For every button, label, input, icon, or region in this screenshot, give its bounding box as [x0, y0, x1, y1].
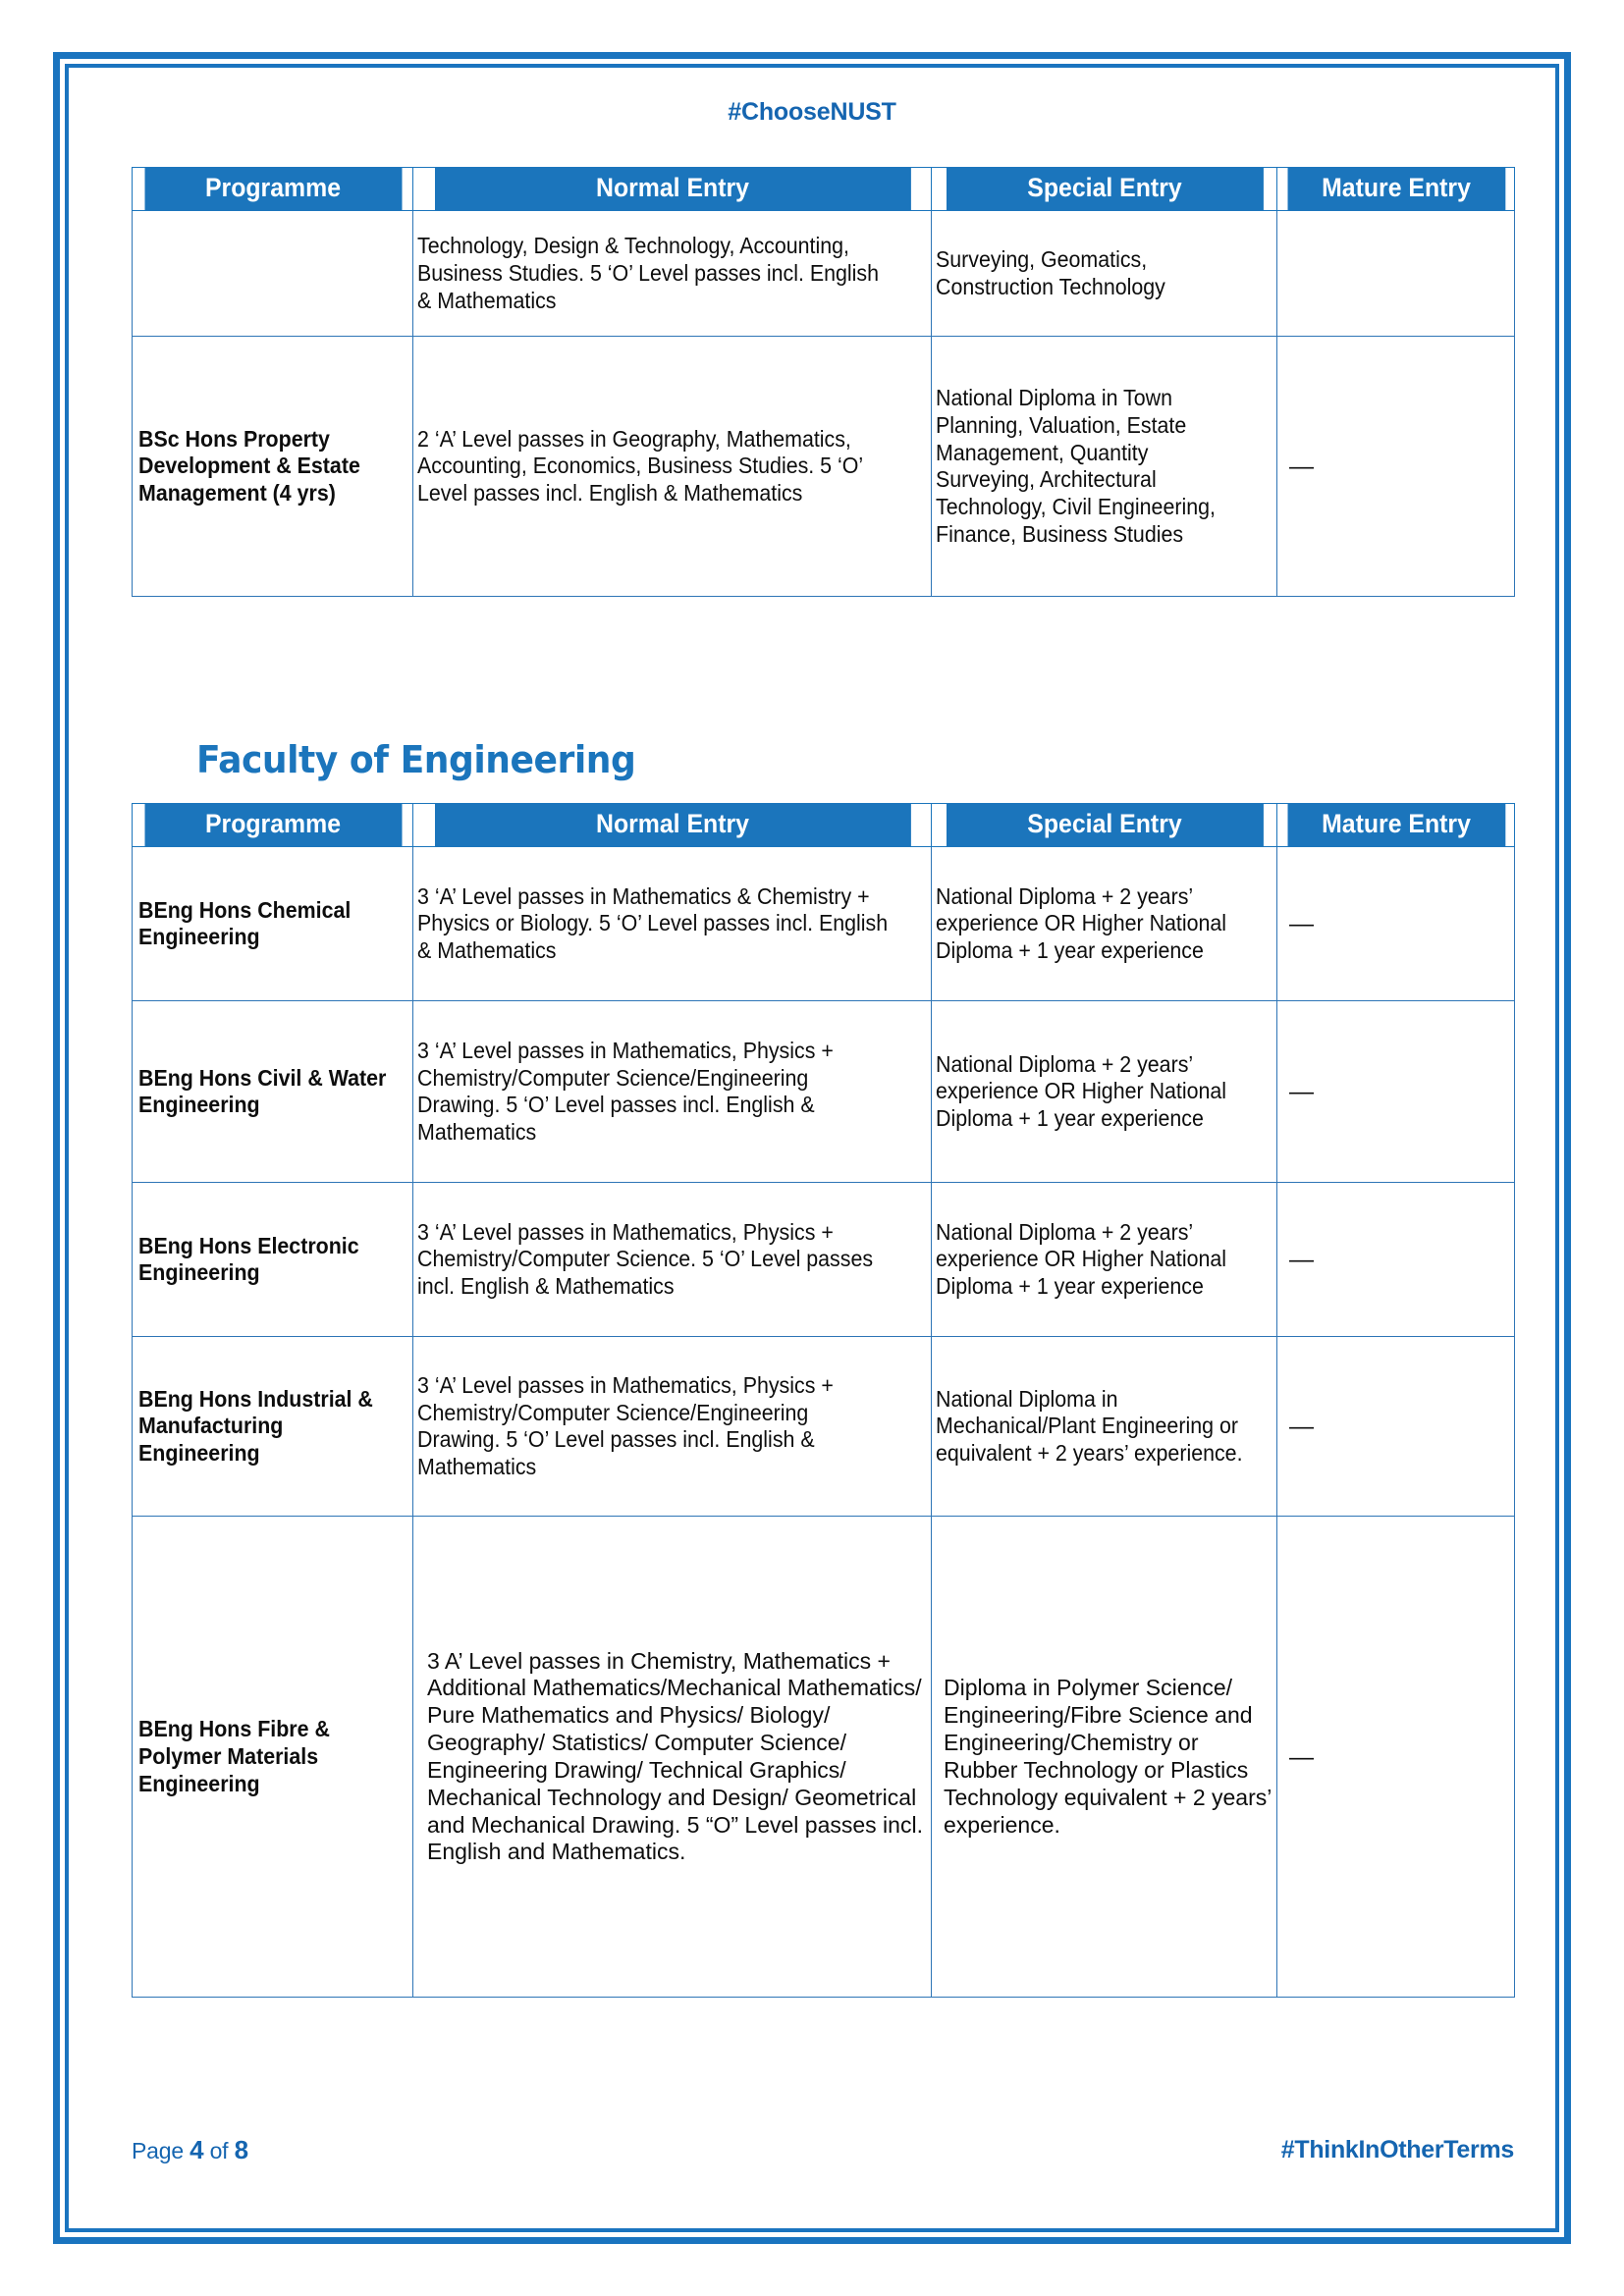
column-header-special-entry: Special Entry	[946, 168, 1264, 211]
cell-programme: BEng Hons Fibre & Polymer Materials Engineering	[133, 1517, 413, 1998]
table-row	[133, 211, 1515, 337]
of-label: of	[209, 2137, 229, 2163]
page-number-indicator	[132, 2135, 248, 2165]
page-header-hashtag: #ChooseNUST	[728, 98, 896, 126]
cell-programme: BEng Hons Industrial & Manufacturing Engineering	[133, 1337, 413, 1517]
column-header-special-entry: Special Entry	[946, 804, 1264, 847]
cell-special-entry: National Diploma in Mechanical/Plant Engineering or equivalent + 2 years’ experience.	[932, 1337, 1277, 1517]
table-row	[133, 1001, 1515, 1183]
column-header-programme: Programme	[143, 804, 402, 847]
cell-normal-entry: 3 ‘A’ Level passes in Mathematics, Physics + Chemistry/Computer Science/Engineering Drawing. 5 ‘O’ Level passes incl. English & Mathematics	[413, 1337, 932, 1517]
cell-special-entry: Diploma in Polymer Science/ Engineering/Fibre Science and Engineering/Chemistry or Rubber Technology or Plastics Technology equivalent + 2 years’ experience.	[932, 1517, 1277, 1998]
cell-special-entry: National Diploma + 2 years’ experience OR Higher National Diploma + 1 year experience	[932, 1183, 1277, 1337]
table-header-row	[133, 168, 1515, 211]
cell-mature-entry: —	[1277, 847, 1515, 1001]
cell-special-entry: National Diploma + 2 years’ experience OR Higher National Diploma + 1 year experience	[932, 847, 1277, 1001]
table-row	[133, 1183, 1515, 1337]
table-property-programmes	[132, 167, 1515, 597]
cell-special-entry: National Diploma + 2 years’ experience OR Higher National Diploma + 1 year experience	[932, 1001, 1277, 1183]
cell-programme: BEng Hons Chemical Engineering	[133, 847, 413, 1001]
column-header-mature-entry: Mature Entry	[1286, 804, 1505, 847]
column-header-normal-entry: Normal Entry	[434, 804, 911, 847]
footer-hashtag: #ThinkInOtherTerms	[1280, 2135, 1514, 2163]
cell-mature-entry	[1277, 211, 1515, 337]
cell-normal-entry: 3 A’ Level passes in Chemistry, Mathematics + Additional Mathematics/Mechanical Mathematics/ Pure Mathematics and Physics/ Biology/ Geography/ Statistics/ Computer Science/ Engineering Drawing/ Technical Graphics/ Mechanical Technology and Design/ Geometrical and Mechanical Drawing. 5 “O” Level passes incl. English and Mathematics.	[413, 1517, 932, 1998]
table-row	[133, 1337, 1515, 1517]
cell-normal-entry: 2 ‘A’ Level passes in Geography, Mathematics, Accounting, Economics, Business Studies. 5 ‘O’ Level passes incl. English & Mathematics	[413, 337, 932, 597]
column-header-normal-entry: Normal Entry	[434, 168, 911, 211]
column-header-mature-entry: Mature Entry	[1286, 168, 1505, 211]
page-footer	[132, 2130, 1514, 2169]
cell-programme: BEng Hons Electronic Engineering	[133, 1183, 413, 1337]
cell-programme	[133, 211, 413, 337]
table-engineering-programmes	[132, 803, 1515, 1998]
cell-mature-entry: —	[1277, 1001, 1515, 1183]
cell-programme: BEng Hons Civil & Water Engineering	[133, 1001, 413, 1183]
current-page-number: 4	[189, 2134, 204, 2164]
cell-mature-entry: —	[1277, 337, 1515, 597]
cell-normal-entry: 3 ‘A’ Level passes in Mathematics, Physics + Chemistry/Computer Science. 5 ‘O’ Level passes incl. English & Mathematics	[413, 1183, 932, 1337]
page-label: Page	[132, 2137, 184, 2163]
cell-normal-entry: 3 ‘A’ Level passes in Mathematics & Chemistry + Physics or Biology. 5 ‘O’ Level passes incl. English & Mathematics	[413, 847, 932, 1001]
cell-mature-entry: —	[1277, 1517, 1515, 1998]
table-header-row	[133, 804, 1515, 847]
cell-mature-entry: —	[1277, 1183, 1515, 1337]
table-row	[133, 337, 1515, 597]
cell-special-entry: National Diploma in Town Planning, Valuation, Estate Management, Quantity Surveying, Architectural Technology, Civil Engineering, Finance, Business Studies	[932, 337, 1277, 597]
table-row	[133, 847, 1515, 1001]
column-header-programme: Programme	[143, 168, 402, 211]
cell-normal-entry: Technology, Design & Technology, Accounting, Business Studies. 5 ‘O’ Level passes incl. English & Mathematics	[413, 211, 932, 337]
table-row	[133, 1517, 1515, 1998]
cell-normal-entry: 3 ‘A’ Level passes in Mathematics, Physics + Chemistry/Computer Science/Engineering Drawing. 5 ‘O’ Level passes incl. English & Mathematics	[413, 1001, 932, 1183]
cell-programme: BSc Hons Property Development & Estate Management (4 yrs)	[133, 337, 413, 597]
section-heading-faculty-of-engineering: Faculty of Engineering	[196, 738, 636, 781]
total-page-number: 8	[234, 2134, 248, 2164]
cell-mature-entry: —	[1277, 1337, 1515, 1517]
cell-special-entry: Surveying, Geomatics, Construction Technology	[932, 211, 1277, 337]
